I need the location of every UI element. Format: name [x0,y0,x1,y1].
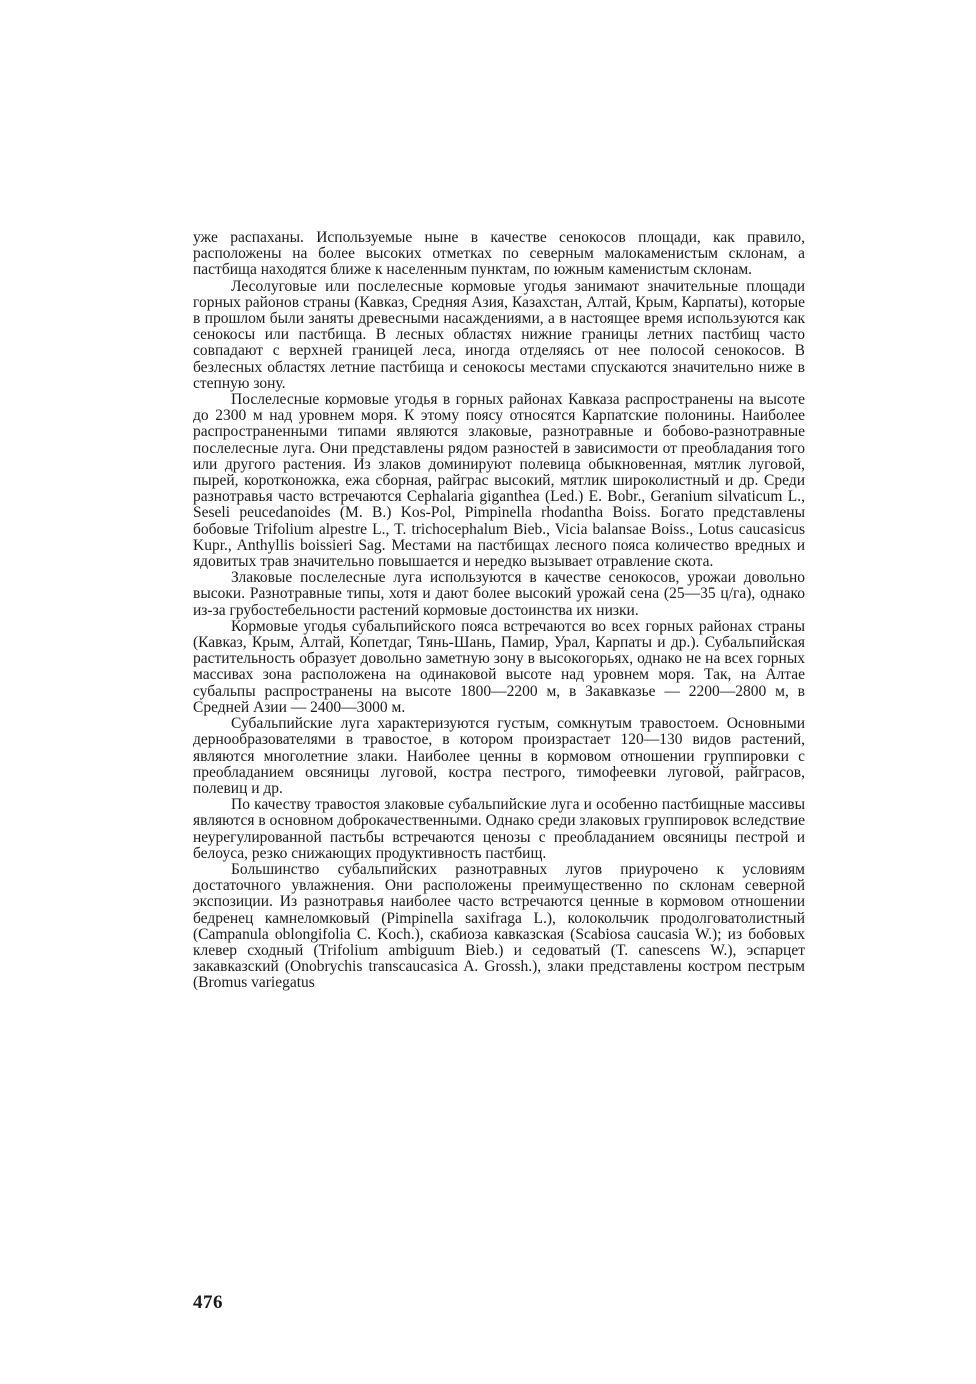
paragraph-2: Лесолуговые или послелесные кормовые угодья занимают значительные площади горных районов страны (Кавказ, Средняя Азия, Казахстан, Алтай, Крым, Карпаты), которые в прошлом были заняты древесными насаждениями, а в настоящее время используются как сенокосы или пастбища. В лесных областях нижние границы летних пастбищ часто совпадают с верхней границей леса, иногда отделяясь от нее полосой сенокосов. В безлесных областях летние пастбища и сенокосы местами спускаются значительно ниже в степную зону. [193,277,805,392]
page-number: 476 [193,1292,223,1313]
body-text [193,230,805,992]
paragraph-5: Кормовые угодья субальпийского пояса встречаются во всех горных районах страны (Кавказ, Крым, Алтай, Копетдаг, Тянь-Шань, Памир, Урал, Карпаты и др.). Субальпийская растительность образует довольно заметную зону в высокогорьях, однако не на всех горных массивах зона расположена на одинаковой высоте над уровнем моря. Так, на Алтае субальпы распространены на высоте 1800—2200 м, в Закавказье — 2200—2800 м, в Средней Азии — 2400—3000 м. [193,617,805,716]
paragraph-8: Большинство субальпийских разнотравных лугов приурочено к условиям достаточного увлажнения. Они расположены преимущественно по склонам северной экспозиции. Из разнотравья наиболее часто встречаются ценные в кормовом отношении бедренец камнеломковый (Pimpinella saxifraga L.), колокольчик продолговатолистный (Campanula oblongifolia C. Koch.), скабиоза кавказская (Scabiosa caucasia W.); из бобовых клевер сходный (Trifolium ambiguum Bieb.) и седоватый (T. canescens W.), эспарцет закавказский (Onobrychis transcaucasica A. Grossh.), злаки представлены костром пестрым (Bromus variegatus [193,860,805,992]
paragraph-7: По качеству травостоя злаковые субальпийские луга и особенно пастбищные массивы являются в основном доброкачественными. Однако среди злаковых группировок вследствие неурегулированной пастьбы встречаются ценозы с преобладанием овсяницы пестрой и белоуса, резко снижающих продуктивность пастбищ. [193,796,805,862]
paragraph-6: Субальпийские луга характеризуются густым, сомкнутым травостоем. Основными дернообразователями в травостое, в котором произрастает 120—130 видов растений, являются многолетние злаки. Наиболее ценны в кормовом отношении группировки с преобладанием овсяницы луговой, костра пестрого, тимофеевки луговой, райграсов, полевиц и др. [193,715,805,797]
paragraph-1: уже распаханы. Используемые ныне в качестве сенокосов площади, как правило, расположены на более высоких отметках по северным малокаменистым склонам, а пастбища находятся ближе к населенным пунктам, по южным каменистым склонам. [193,229,805,279]
paragraph-3: Послелесные кормовые угодья в горных районах Кавказа распространены на высоте до 2300 м над уровнем моря. К этому поясу относятся Карпатские полонины. Наиболее распространенными типами являются злаковые, разнотравные и бобово-разнотравные послелесные луга. Они представлены рядом разностей в зависимости от преобладания того или другого растения. Из злаков доминируют полевица обыкновенная, мятлик луговой, пырей, коротконожка, ежа сборная, райграс высокий, мятлик широколистный и др. Среди разнотравья часто встречаются Cephalaria giganthea (Led.) E. Bobr., Geranium silvaticum L., Seseli peucedanoides (M. B.) Kos-Pol, Pimpinella rhodantha Boiss. Богато представлены бобовые Trifolium alpestre L., T. trichocephalum Bieb., Vicia balansae Boiss., Lotus caucasicus Kupr., Anthyllis boissieri Sag. Местами на пастбищах лесного пояса количество вредных и ядовитых трав значительно повышается и нередко вызывает отравление скота. [193,391,805,571]
paragraph-4: Злаковые послелесные луга используются в качестве сенокосов, урожаи довольно высоки. Разнотравные типы, хотя и дают более высокий урожай сена (25—35 ц/га), однако из-за грубостебельности растений кормовые достоинства их низки. [193,569,805,619]
